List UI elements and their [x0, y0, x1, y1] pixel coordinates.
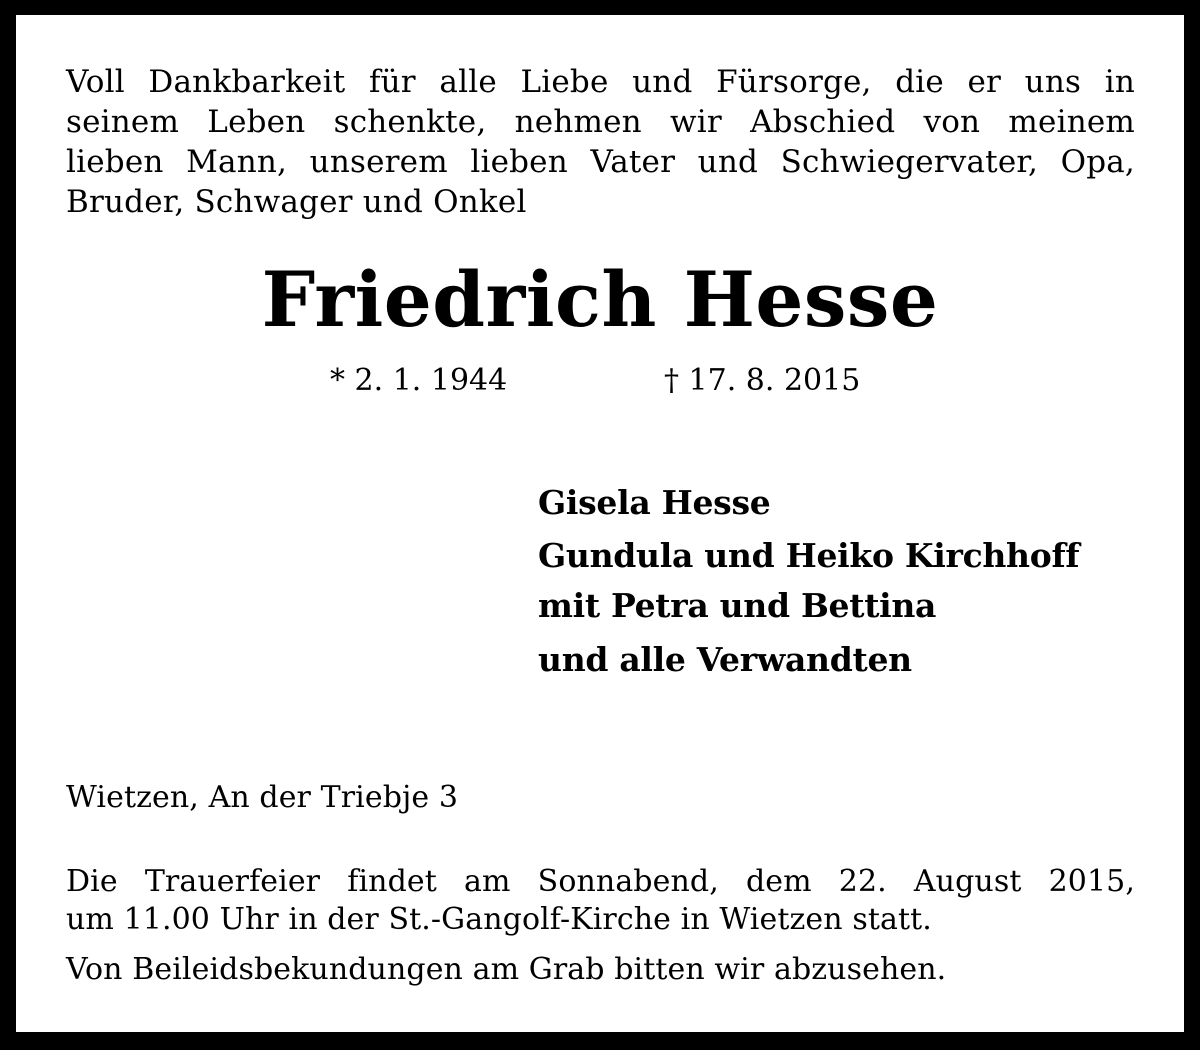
service-line-1: Die Trauerfeier findet am Sonnabend, dem 22. August 2015,: [66, 864, 1135, 899]
intro-line-1: Voll Dankbarkeit für alle Liebe und Fürsorge, die er uns in: [66, 64, 1135, 100]
mourner-line-2: Gundula und Heiko Kirchhoff: [538, 536, 1080, 575]
closing-note: Von Beileidsbekundungen am Grab bitten wir abzusehen.: [66, 952, 947, 987]
service-line-2: um 11.00 Uhr in der St.-Gangolf-Kirche in Wietzen statt.: [66, 902, 932, 937]
mourner-line-4: und alle Verwandten: [538, 640, 912, 679]
death-date: † 17. 8. 2015: [664, 363, 861, 398]
intro-line-3: lieben Mann, unserem lieben Vater und Schwiegervater, Opa,: [66, 144, 1135, 180]
mourner-line-1: Gisela Hesse: [538, 483, 771, 522]
address: Wietzen, An der Triebje 3: [66, 780, 459, 815]
obituary-notice: [16, 15, 1184, 1032]
birth-date: * 2. 1. 1944: [330, 363, 508, 398]
mourner-line-3: mit Petra und Bettina: [538, 586, 937, 625]
intro-line-4: Bruder, Schwager und Onkel: [66, 184, 527, 220]
intro-line-2: seinem Leben schenkte, nehmen wir Abschied von meinem: [66, 104, 1135, 140]
deceased-name: Friedrich Hesse: [261, 255, 939, 344]
